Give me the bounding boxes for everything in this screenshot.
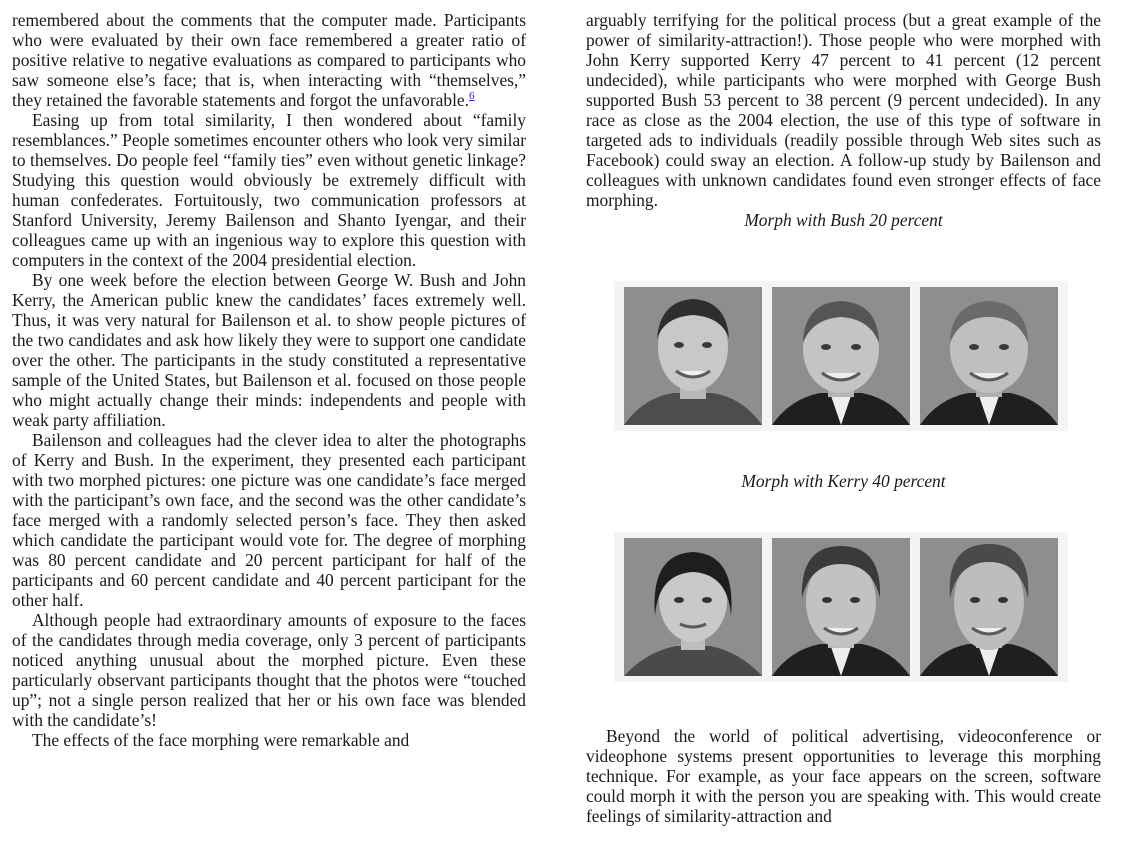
spacer [586, 230, 1101, 281]
footnote-link[interactable]: 6 [468, 90, 475, 102]
bush-morph-face-photo [772, 287, 910, 425]
figure-caption-kerry: Morph with Kerry 40 percent [741, 471, 946, 491]
paragraph-exposure: Although people had extraordinary amounts of exposure to the faces of the candidates through media coverage, only 3 percent of participants noticed anything unusual about the morphed picture. Even these particularly observant participants thought that the photos were “touched up”; not a single person realized that her or his own face was blended with the candidate’s! [12, 610, 526, 730]
participant-face-photo [624, 538, 762, 676]
spacer [586, 431, 1101, 471]
kerry-morph-face-photo [772, 538, 910, 676]
paragraph-text: remembered about the comments that the computer made. Participants who were evaluated by their own face remembered a greater ratio of positive relative to negative evaluations as compared to participants who saw someone else’s face; that is, when interacting with “themselves,” they retained the favorable statements and forgot the unfavorable. [12, 10, 526, 110]
paragraph-effects-continued: arguably terrifying for the political process (but a great example of the power of similarity-attraction!). Those people who were morphed with John Kerry supported Kerry 47 percent to 41 percent (12 percent undecided), while participants who were morphed with George Bush supported Bush 53 percent to 38 percent (9 percent undecided). In any race as close as the 2004 election, the use of this type of software in targeted ads to individuals (readily possible through Web sites such as Facebook) could sway an election. A follow-up study by Bailenson and colleagues with unknown candidates found even stronger effects of face morphing. [586, 10, 1101, 210]
footnote-ref [469, 90, 475, 102]
bush-original-face-photo [920, 287, 1058, 425]
figure-bush-morph [614, 281, 1068, 431]
spacer [586, 491, 1101, 532]
left-column [12, 10, 526, 750]
kerry-original-face-photo [920, 538, 1058, 676]
paragraph-videoconference: Beyond the world of political advertising, videoconference or videophone systems present opportunities to leverage this morphing technique. For example, as your face appears on the screen, software could morph it with the person you are speaking with. This would create feelings of similarity-attraction and [586, 726, 1101, 826]
spacer [586, 682, 1101, 726]
right-column [586, 10, 1101, 826]
paragraph-morph-experiment: Bailenson and colleagues had the clever idea to alter the photographs of Kerry and Bush. In the experiment, they presented each participant with two morphed pictures: one picture was one candidate’s face merged with the participant’s own face, and the second was the other candidate’s face merged with a randomly selected person’s face. They then asked which candidate the participant would vote for. The degree of morphing was 80 percent candidate and 20 percent participant for half of the participants and 60 percent candidate and 40 percent participant for the other half. [12, 430, 526, 610]
paragraph-effects-start: The effects of the face morphing were remarkable and [32, 730, 410, 750]
paragraph-election-week: By one week before the election between George W. Bush and John Kerry, the American public knew the candidates’ faces extremely well. Thus, it was very natural for Bailenson et al. to show people pictures of the two candidates and ask how likely they were to support one candidate over the other. The participants in the study constituted a representative sample of the United States, but Bailenson et al. focused on those people who might actually change their minds: independents and people with weak party affiliation. [12, 270, 526, 430]
paragraph-continued [12, 10, 526, 110]
figure-kerry-morph [614, 532, 1068, 682]
participant-face-photo [624, 287, 762, 425]
figure-caption-bush: Morph with Bush 20 percent [744, 210, 943, 230]
paragraph-family-resemblances: Easing up from total similarity, I then wondered about “family resemblances.” People sometimes encounter others who look very similar to themselves. Do people feel “family ties” even without genetic linkage? Studying this question would obviously be extremely difficult with human confederates. Fortuitously, two communication professors at Stanford University, Jeremy Bailenson and Shanto Iyengar, and their colleagues came up with an ingenious way to explore this question with computers in the context of the 2004 presidential election. [12, 110, 526, 270]
